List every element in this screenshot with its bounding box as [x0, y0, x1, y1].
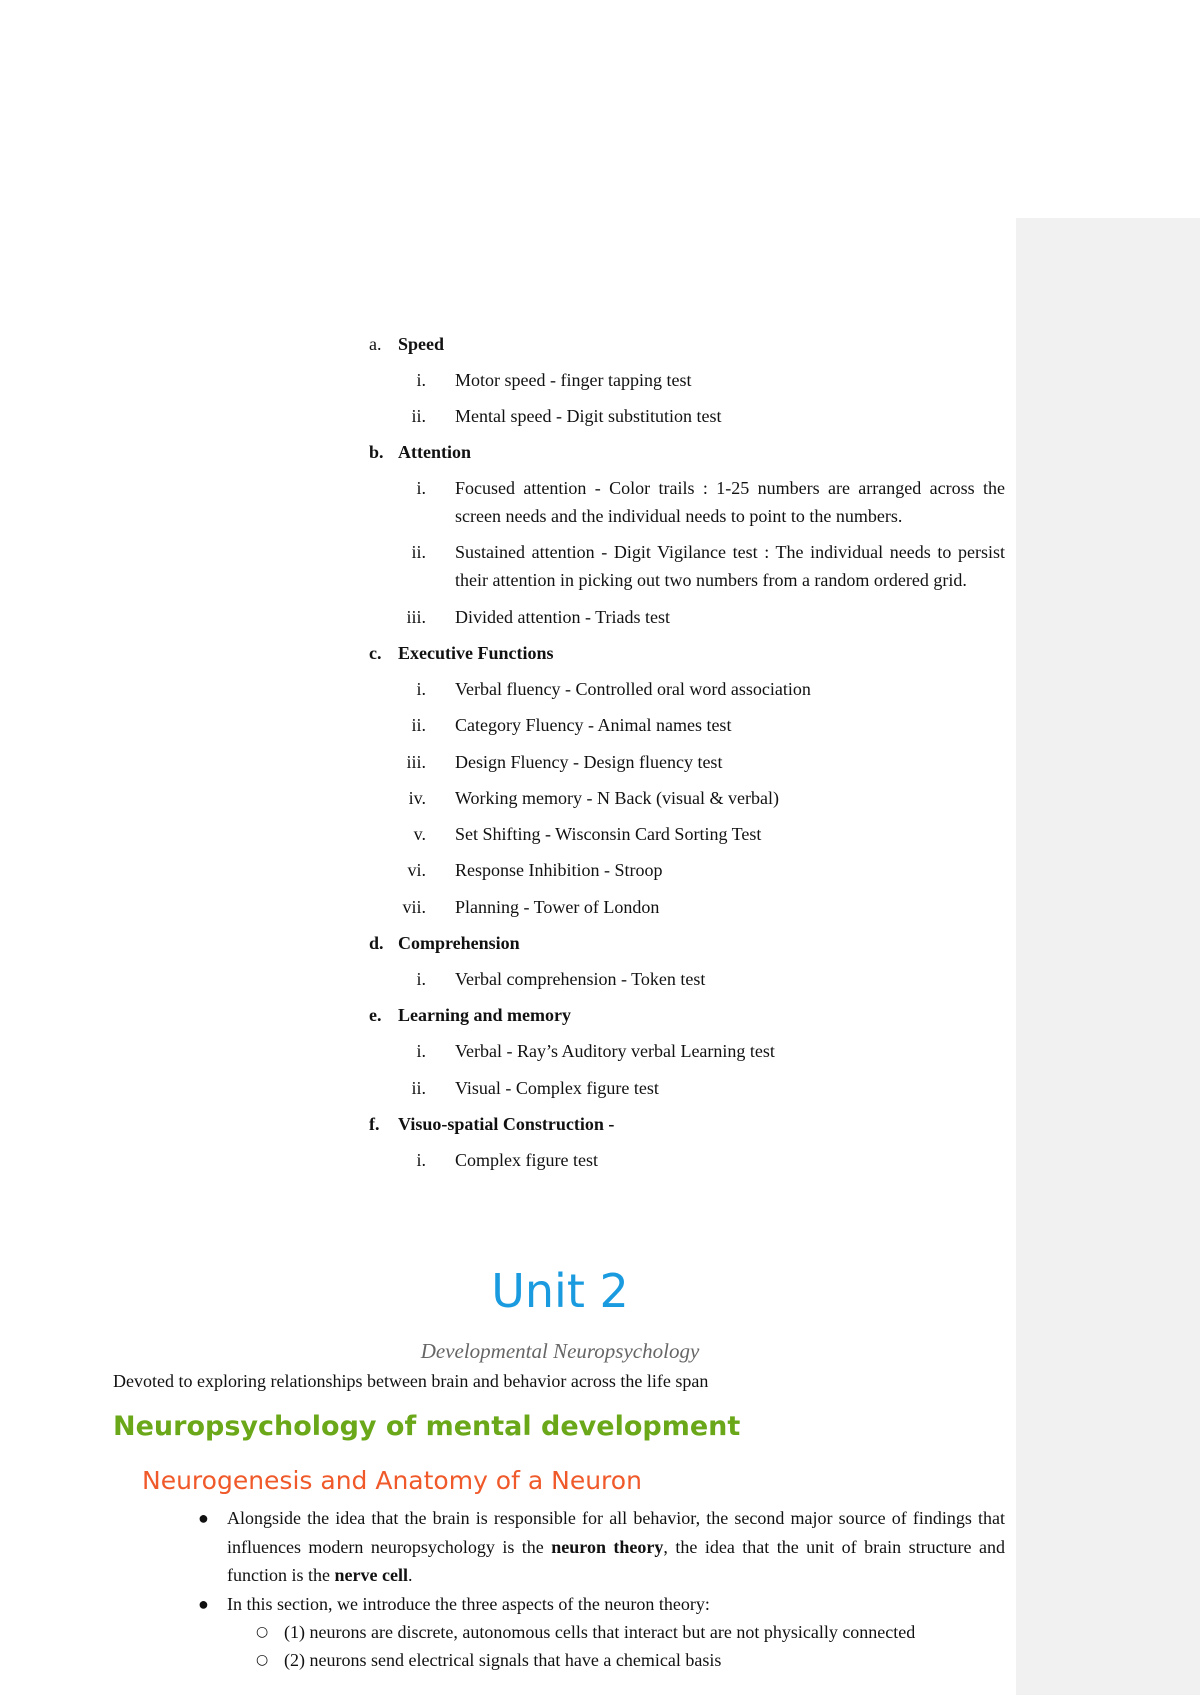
outline-label: Attention [398, 442, 471, 462]
subitem-text: Verbal - Ray’s Auditory verbal Learning test [455, 1041, 775, 1061]
outline-number: c. [369, 643, 382, 663]
outline-number: d. [369, 933, 384, 953]
outline-number: b. [369, 442, 384, 462]
comment-margin-panel [1016, 218, 1200, 1695]
subitem-text: Sustained attention - Digit Vigilance test : The individual needs to persist their attention in picking out two numbers from a random ordered grid. [455, 542, 1005, 590]
subitem-text: Mental speed - Digit substitution test [455, 406, 722, 426]
subitem-text: Design Fluency - Design fluency test [455, 752, 723, 772]
outline-number: f. [369, 1114, 380, 1134]
subitem-number: i. [416, 478, 426, 498]
subitem-number: ii. [411, 715, 426, 735]
circle-bullet-icon: ○ [256, 1624, 269, 1640]
subitem-text: Category Fluency - Animal names test [455, 715, 732, 735]
subitem-number: ii. [411, 1078, 426, 1098]
outline-label: Executive Functions [398, 643, 554, 663]
subitem-text: Visual - Complex figure test [455, 1078, 659, 1098]
subitem-text: Planning - Tower of London [455, 897, 660, 917]
outline-label: Visuo-spatial Construction - [398, 1114, 615, 1134]
subitem-text: Divided attention - Triads test [455, 607, 670, 627]
subitem-number: vii. [402, 897, 426, 917]
subitem-number: iii. [406, 752, 426, 772]
sub-bullet-text: (2) neurons send electrical signals that have a chemical basis [284, 1650, 722, 1670]
subitem-number: i. [416, 370, 426, 390]
outline-label: Speed [398, 334, 445, 354]
subitem-number: ii. [411, 406, 426, 426]
unit-subtitle: Developmental Neuropsychology [420, 1339, 700, 1363]
sub-bullet-text: (1) neurons are discrete, autonomous cells that interact but are not physically connected [284, 1622, 916, 1642]
outline-label: Comprehension [398, 933, 520, 953]
section-subheading: Neurogenesis and Anatomy of a Neuron [142, 1466, 642, 1495]
subitem-text: Response Inhibition - Stroop [455, 860, 663, 880]
subitem-number: i. [416, 969, 426, 989]
subitem-number: ii. [411, 542, 426, 562]
subitem-text: Working memory - N Back (visual & verbal) [455, 788, 779, 808]
section-heading: Neuropsychology of mental development [113, 1411, 741, 1442]
subitem-number: iii. [406, 607, 426, 627]
bullet-text: In this section, we introduce the three aspects of the neuron theory: [227, 1594, 710, 1614]
subitem-number: i. [416, 1041, 426, 1061]
circle-bullet-icon: ○ [256, 1652, 269, 1668]
unit-title: Unit 2 [491, 1264, 629, 1318]
bold-term: neuron theory [551, 1536, 664, 1557]
subitem-number: iv. [408, 788, 426, 808]
bullet-icon: ● [198, 1508, 209, 1528]
subitem-text: Verbal comprehension - Token test [455, 969, 706, 989]
bullet-text: Alongside the idea that the brain is responsible for all behavior, the second major source of findings that influences modern neuropsychology is the neuron theory, the idea that the unit of brain structure and function is the nerve cell. [227, 1508, 1005, 1585]
subitem-number: i. [416, 1150, 426, 1170]
subitem-text: Set Shifting - Wisconsin Card Sorting Test [455, 824, 762, 844]
bullet-icon: ● [198, 1594, 209, 1614]
outline-number: a. [369, 334, 382, 354]
subitem-text: Focused attention - Color trails : 1-25 numbers are arranged across the screen needs and the individual needs to point to the numbers. [455, 478, 1005, 526]
subitem-text: Motor speed - finger tapping test [455, 370, 692, 390]
subitem-number: i. [416, 679, 426, 699]
subitem-text: Verbal fluency - Controlled oral word association [455, 679, 811, 699]
outline-label: Learning and memory [398, 1005, 571, 1025]
subitem-number: v. [413, 824, 426, 844]
subitem-text: Complex figure test [455, 1150, 598, 1170]
bold-term: nerve cell [334, 1565, 408, 1585]
subitem-number: vi. [407, 860, 426, 880]
outline-number: e. [369, 1005, 382, 1025]
unit-intro: Devoted to exploring relationships between brain and behavior across the life span [113, 1371, 709, 1391]
